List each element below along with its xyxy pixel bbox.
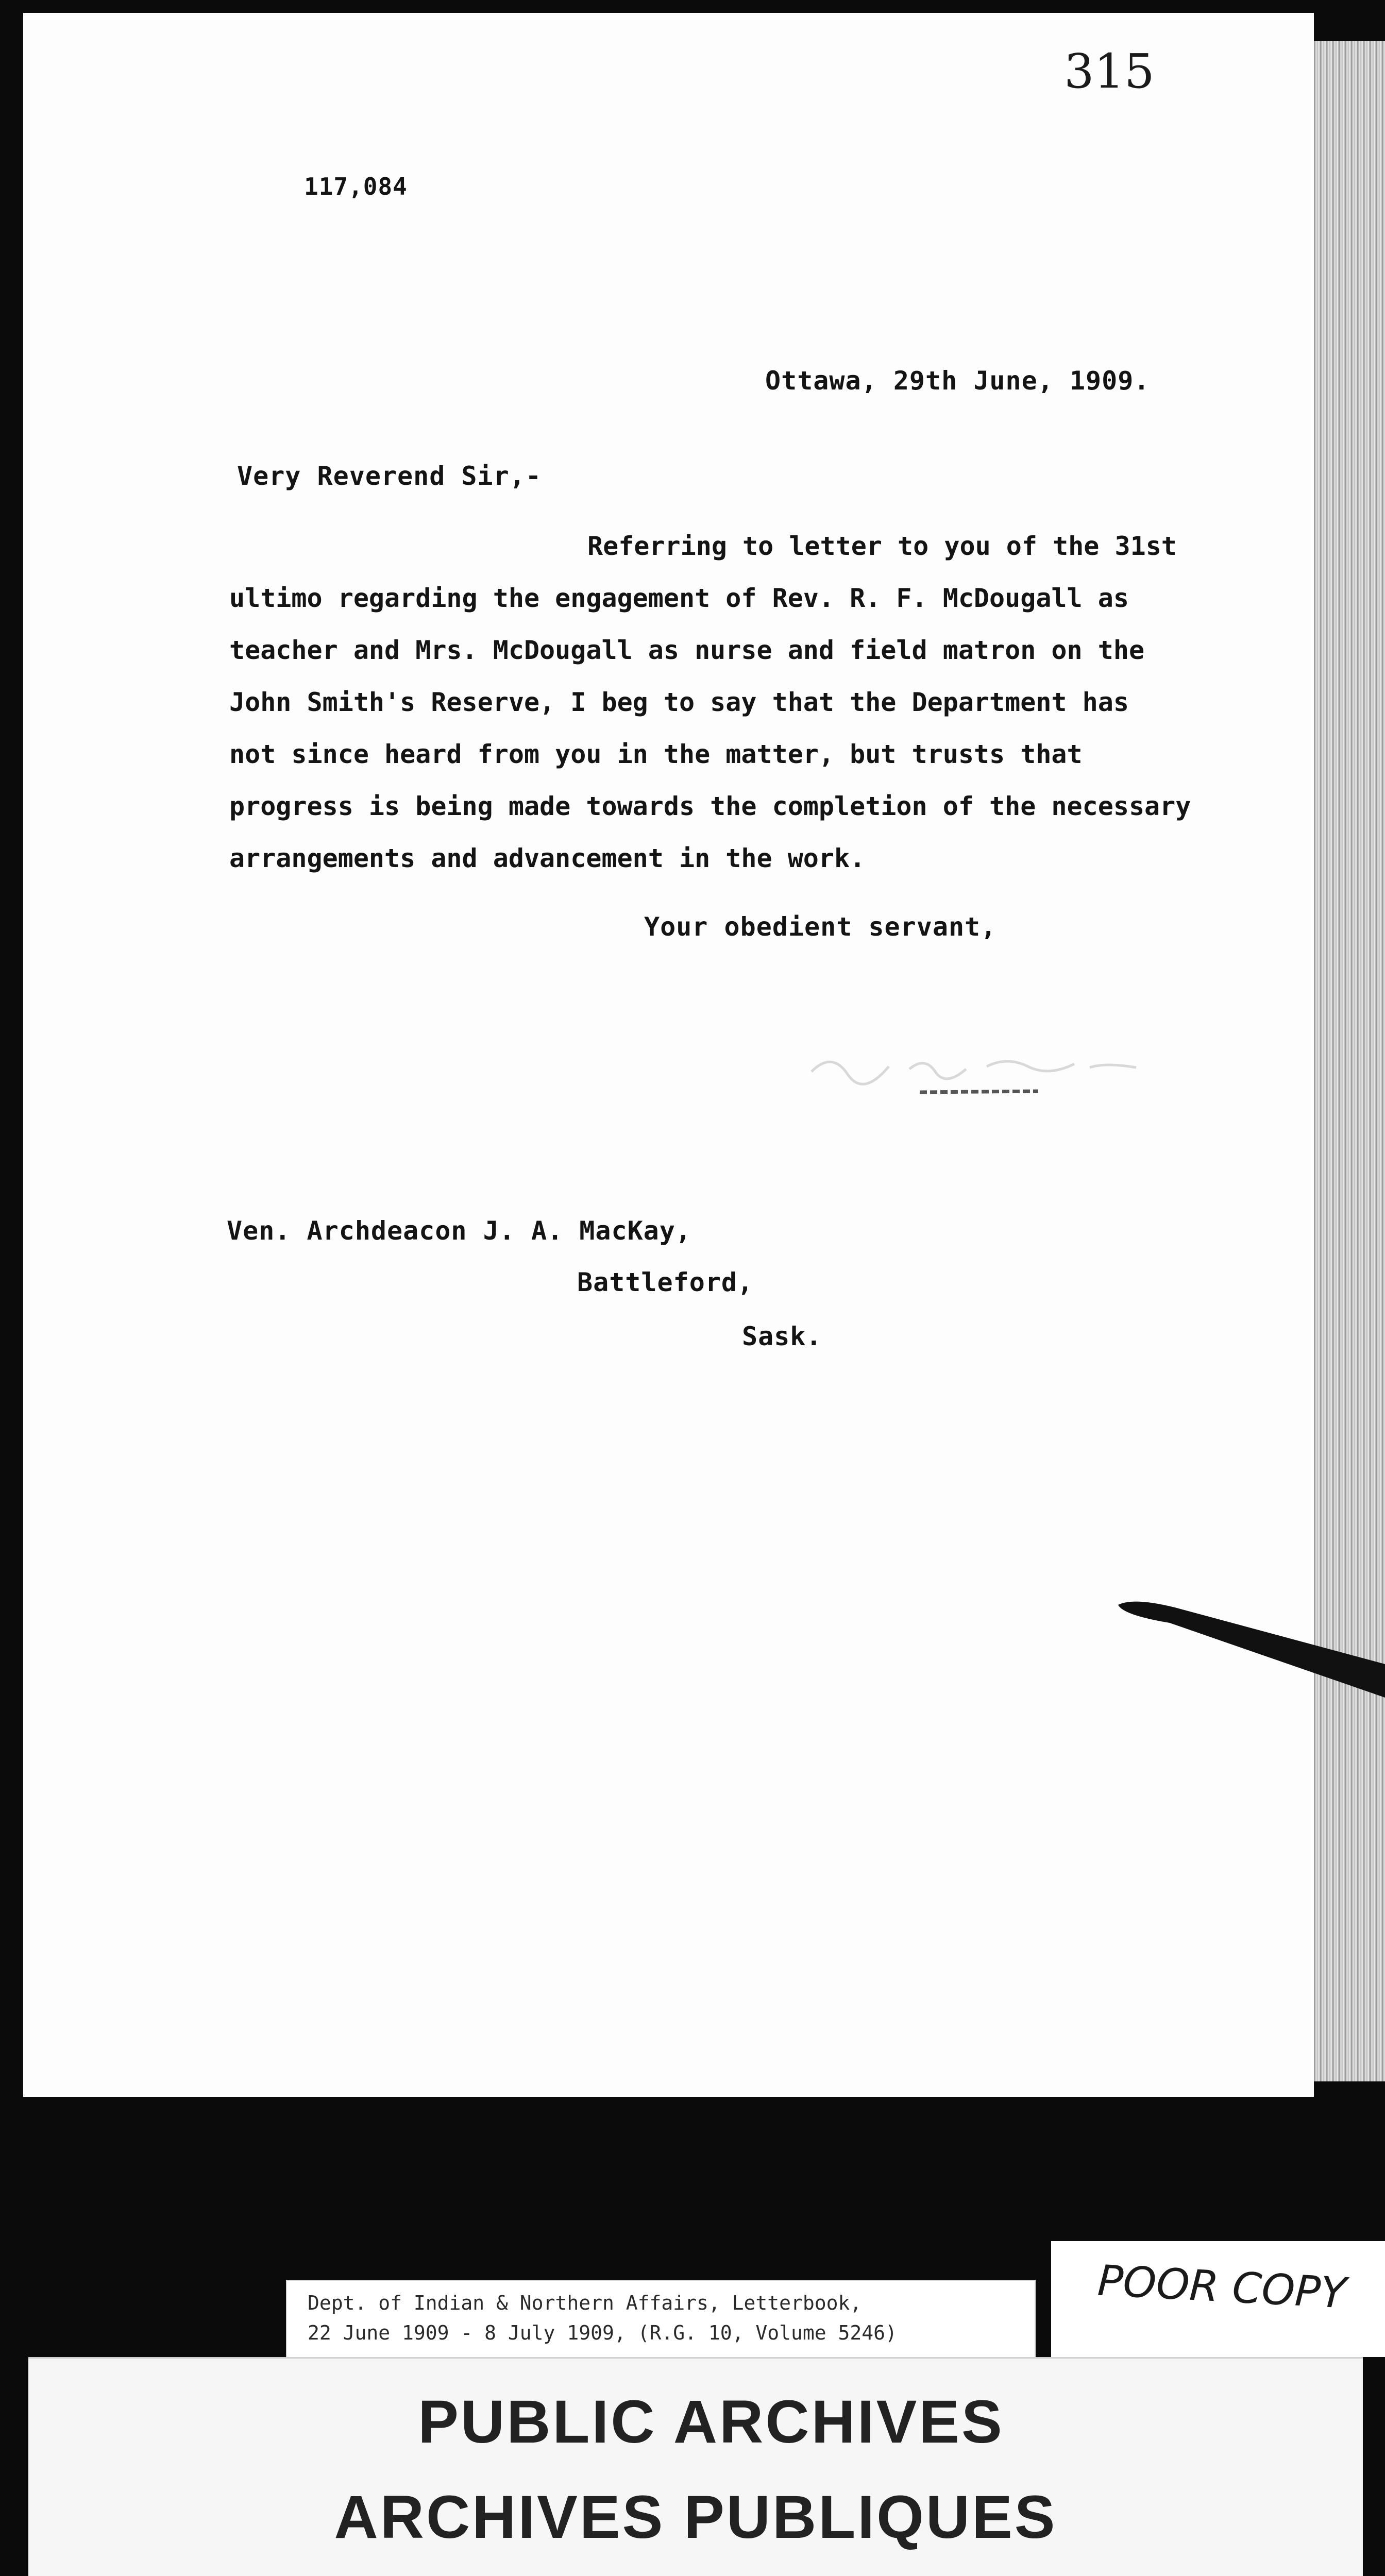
letter-body: [229, 520, 1255, 885]
faded-signature: [801, 1036, 1152, 1097]
address-line: Sask.: [742, 1321, 822, 1351]
handwritten-note-tag: [1051, 2241, 1385, 2357]
address-line: Ven. Archdeacon J. A. MacKay,: [227, 1216, 691, 1246]
salutation: Very Reverend Sir,-: [237, 461, 542, 491]
stamp-line: ARCHIVES PUBLIQUES: [334, 2483, 1057, 2551]
archives-stamp: [28, 2357, 1363, 2576]
pen-tip: [1113, 1587, 1385, 1716]
closing: Your obedient servant,: [644, 912, 997, 942]
body-line: progress is being made towards the completion of the necessary: [229, 791, 1191, 821]
body-line: ultimo regarding the engagement of Rev. R. F. McDougall as: [229, 583, 1129, 613]
body-line: John Smith's Reserve, I beg to say that the Department has: [229, 687, 1129, 717]
stamp-line: PUBLIC ARCHIVES: [418, 2388, 1004, 2456]
body-line: teacher and Mrs. McDougall as nurse and field matron on the: [229, 635, 1145, 665]
reference-line: Dept. of Indian & Northern Affairs, Letterbook,: [308, 2292, 862, 2314]
dateline: Ottawa, 29th June, 1909.: [765, 366, 1150, 396]
address-line: Battleford,: [577, 1267, 754, 1297]
archive-reference-label: [286, 2280, 1036, 2360]
handwritten-note: POOR COPY: [1096, 2256, 1348, 2318]
page-number: 315: [1064, 44, 1155, 99]
body-line: Referring to letter to you of the 31st: [587, 531, 1177, 561]
book-page-edges: [1304, 41, 1385, 2081]
body-line: not since heard from you in the matter, but trusts that: [229, 739, 1083, 769]
body-line: arrangements and advancement in the work.: [229, 843, 866, 873]
file-number: 117,084: [304, 173, 408, 200]
reference-line: 22 June 1909 - 8 July 1909, (R.G. 10, Volume 5246): [308, 2321, 897, 2344]
